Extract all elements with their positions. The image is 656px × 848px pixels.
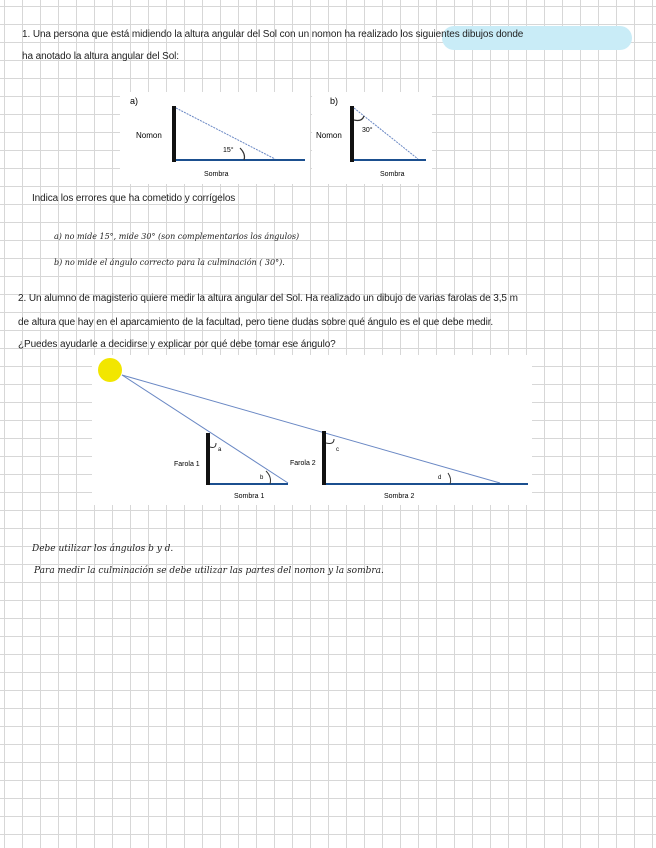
- angle-arc-d: [448, 473, 451, 484]
- figure-a: [120, 92, 310, 184]
- nomon-a-pole: [172, 106, 176, 162]
- angle-a-label: 15°: [223, 147, 234, 154]
- angle-arc-c: [326, 439, 334, 444]
- figure-farolas: [92, 355, 532, 505]
- q1-text-line1: 1. Una persona que está midiendo la altura angular del Sol con un nomon ha realizado los siguientes dibujos donde: [22, 29, 524, 40]
- answer-b: b) no mide el ángulo correcto para la culminación ( 30°).: [54, 258, 285, 267]
- angle-c-text: c: [336, 447, 339, 453]
- shadow-b-label: Sombra: [380, 171, 405, 178]
- nomon-a-label: Nomon: [136, 131, 162, 140]
- q1-instruction: Indica los errores que ha cometido y corrígelos: [32, 193, 236, 204]
- angle-b-label: 30°: [362, 127, 373, 134]
- figure-b-label: b): [330, 96, 339, 106]
- sombra-2-label: Sombra 2: [384, 493, 415, 500]
- q2-answer-line2: Para medir la culminación se debe utilizar las partes del nomon y la sombra.: [34, 566, 384, 576]
- farola-2-pole: [322, 431, 326, 485]
- q2-text-line2: de altura que hay en el aparcamiento de la facultad, pero tiene dudas sobre qué ángulo es el que debe medir.: [18, 317, 494, 328]
- q2-text-line3: ¿Puedes ayudarle a decidirse y explicar por qué debe tomar ese ángulo?: [18, 339, 336, 350]
- sombra-1-label: Sombra 1: [234, 493, 265, 500]
- q2-text-line1: 2. Un alumno de magisterio quiere medir la altura angular del Sol. Ha realizado un dibujo de varias farolas de 3,5 m: [18, 293, 518, 304]
- farola-1-label: Farola 1: [174, 461, 200, 468]
- angle-d-text: d: [438, 475, 442, 481]
- farola-2-label: Farola 2: [290, 460, 316, 467]
- angle-arc-a: [240, 148, 245, 160]
- figure-b: [312, 92, 432, 184]
- nomon-b-label: Nomon: [316, 131, 342, 140]
- figure-a-label: a): [130, 96, 139, 106]
- sun-ray-short: [122, 375, 288, 483]
- angle-b-text: b: [260, 475, 264, 481]
- shadow-a-label: Sombra: [204, 171, 229, 178]
- nomon-b-pole: [350, 106, 354, 162]
- q1-text-line2: ha anotado la altura angular del Sol:: [22, 51, 179, 62]
- angle-arc-b: [266, 471, 271, 484]
- farola-1-pole: [206, 433, 210, 485]
- angle-arc-b: [354, 116, 364, 121]
- q2-answer-line1: Debe utilizar los ángulos b y d.: [32, 544, 174, 554]
- answer-a: a) no mide 15°, mide 30° (son complementarios los ángulos): [54, 232, 300, 241]
- angle-a-text: a: [218, 447, 222, 453]
- sun-icon: [98, 358, 122, 382]
- angle-arc-a: [210, 443, 216, 448]
